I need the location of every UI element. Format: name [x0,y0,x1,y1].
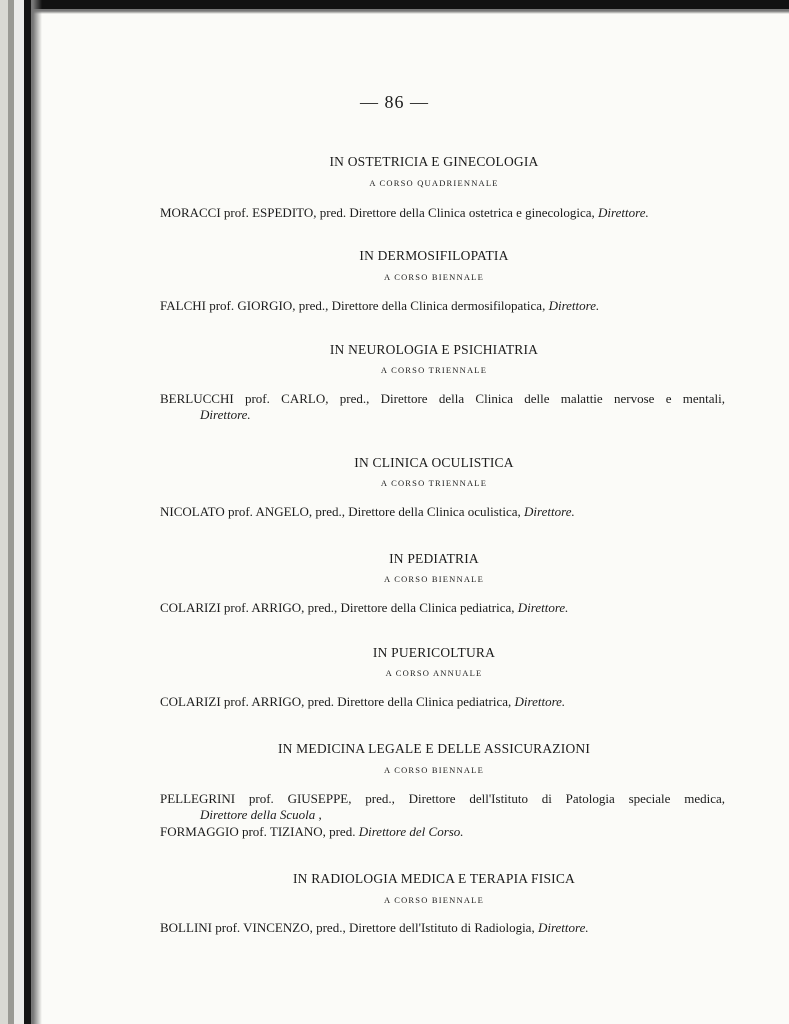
section-title-neurologia: IN NEUROLOGIA E PSICHIATRIA [329,342,539,357]
entry-bollini [160,918,725,937]
section-subtitle-dermosifilopatia: A CORSO BIENNALE [384,272,484,282]
entry-role: Direttore. [524,504,575,519]
section-subtitle-puericoltura: A CORSO ANNUALE [385,668,483,678]
entry-berlucchi: BERLUCCHI prof. CARLO, pred., Direttore della Clinica delle malattie nervose e mentali, [160,391,725,406]
section-title-oculistica: IN CLINICA OCULISTICA [354,455,514,470]
section-title-radiologia: IN RADIOLOGIA MEDICA E TERAPIA FISICA [292,871,576,886]
entry-nicolato [160,502,725,521]
entry-colarizi-pediatria [160,598,725,617]
section-title-ostetricia: IN OSTETRICIA E GINECOLOGIA [329,154,539,169]
entry-role: Direttore. [537,920,589,935]
section-subtitle-neurologia: A CORSO TRIENNALE [380,365,488,375]
entry-text: COLARIZI prof. ARRIGO, pred., Direttore della Clinica pediatrica, [160,600,518,615]
entry-role: Direttore. [548,298,600,313]
section-title-dermosifilopatia: IN DERMOSIFILOPATIA [359,248,509,263]
entry-berlucchi-role: Direttore. [200,407,251,422]
section-subtitle-ostetricia: A CORSO QUADRIENNALE [369,178,499,188]
entry-pellegrini: PELLEGRINI prof. GIUSEPPE, pred., Direttore dell'Istituto di Patologia speciale medica, [160,791,725,806]
entry-text: COLARIZI prof. ARRIGO, pred. Direttore della Clinica pediatrica, [160,694,515,709]
section-title-pediatria: IN PEDIATRIA [389,551,479,566]
entry-text: MORACCI prof. ESPEDITO, pred. Direttore della Clinica ostetrica e ginecologica, [160,205,599,220]
entry-falchi [160,296,725,315]
section-subtitle-medicina-legale: A CORSO BIENNALE [384,765,484,775]
entry-text: FALCHI prof. GIORGIO, pred., Direttore della Clinica dermosifilopatica, [160,298,549,313]
section-subtitle-radiologia: A CORSO BIENNALE [384,895,484,905]
entry-pellegrini-role: Direttore della Scuola , [200,807,322,822]
entry-role: Direttore. [517,600,569,615]
entry-role: Direttore. [514,694,566,709]
entry-colarizi-puericoltura [160,692,725,711]
scan-top-border [0,0,789,14]
entry-role: Direttore del Corso. [358,824,464,839]
entry-text: BOLLINI prof. VINCENZO, pred., Direttore dell'Istituto di Radiologia, [160,920,538,935]
entry-formaggio [160,822,725,841]
section-subtitle-oculistica: A CORSO TRIENNALE [380,478,488,488]
page-number: — 86 — [360,92,429,112]
entry-role: Direttore. [598,205,649,220]
section-subtitle-pediatria: A CORSO BIENNALE [384,574,484,584]
entry-text: NICOLATO prof. ANGELO, pred., Direttore della Clinica oculistica, [160,504,525,519]
entry-text: FORMAGGIO prof. TIZIANO, pred. [160,824,359,839]
section-title-medicina-legale: IN MEDICINA LEGALE E DELLE ASSICURAZIONI [277,741,591,756]
entry-moracci [160,203,725,222]
section-title-puericoltura: IN PUERICOLTURA [372,645,496,660]
